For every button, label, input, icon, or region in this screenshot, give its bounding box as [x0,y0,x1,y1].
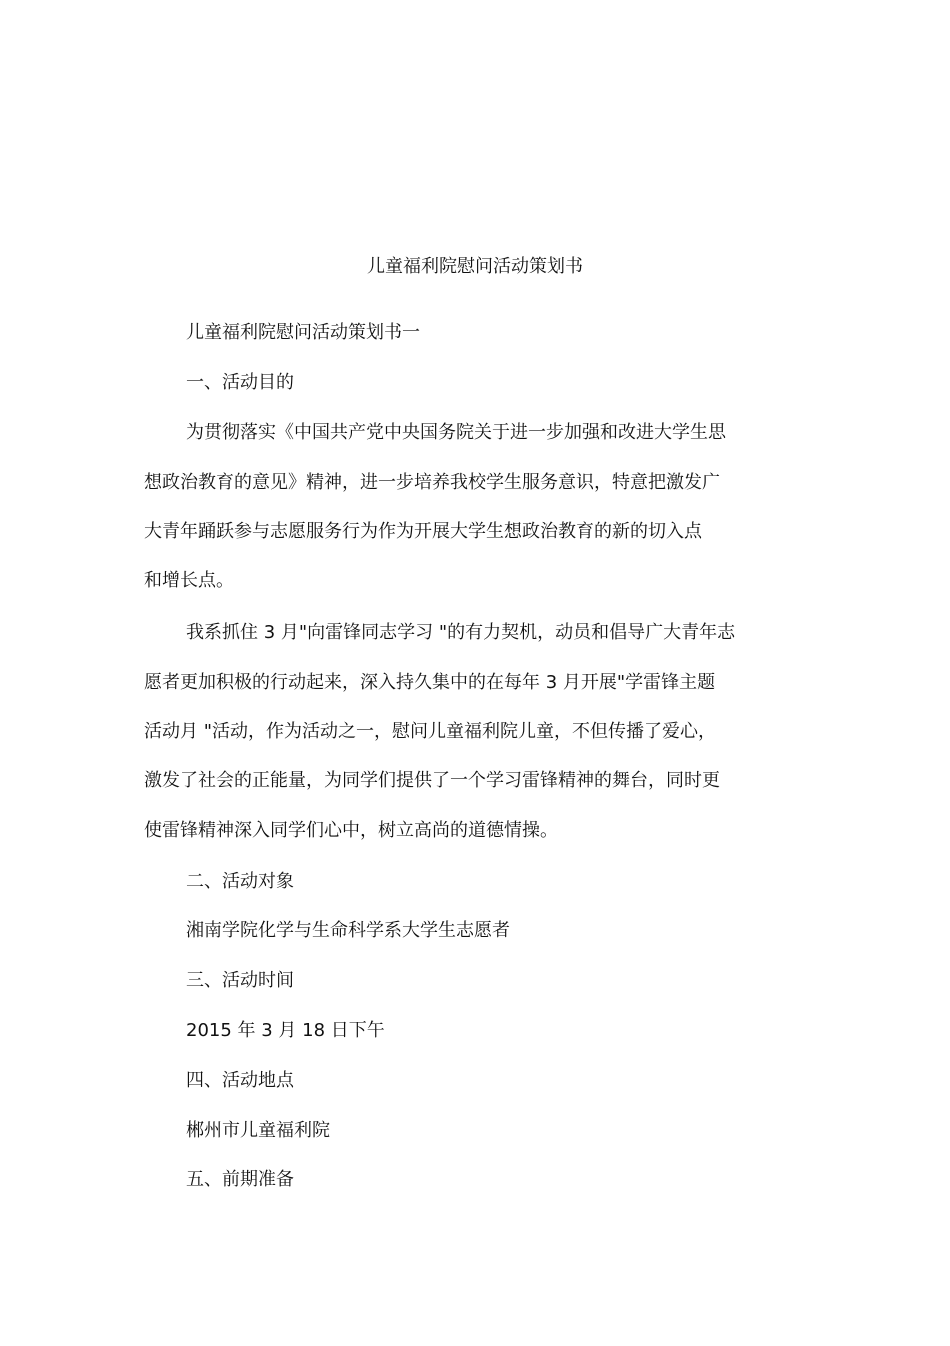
paragraph-line: 激发了社会的正能量，为同学们提供了一个学习雷锋精神的舞台，同时更 [144,770,720,791]
document-title: 儿童福利院慰问活动策划书 [367,256,583,277]
paragraph-line: 想政治教育的意见》精神，进一步培养我校学生服务意识，特意把激发广 [144,472,720,493]
paragraph-line: 愿者更加积极的行动起来，深入持久集中的在每年 3 月开展"学雷锋主题 [144,672,716,693]
section-heading-target: 二、活动对象 [186,871,294,892]
section-text-location: 郴州市儿童福利院 [186,1120,330,1141]
section-heading-time: 三、活动时间 [186,970,294,991]
document-subtitle: 儿童福利院慰问活动策划书一 [186,322,420,343]
paragraph-line: 为贯彻落实《中国共产党中央国务院关于进一步加强和改进大学生思 [186,422,726,443]
paragraph-line: 使雷锋精神深入同学们心中，树立高尚的道德情操。 [144,820,558,841]
section-text-time: 2015 年 3 月 18 日下午 [186,1020,385,1041]
paragraph-line: 大青年踊跃参与志愿服务行为作为开展大学生想政治教育的新的切入点 [144,521,702,542]
section-text-target: 湘南学院化学与生命科学系大学生志愿者 [186,920,510,941]
section-heading-purpose: 一、活动目的 [186,372,294,393]
paragraph-line: 活动月 "活动，作为活动之一，慰问儿童福利院儿童，不但传播了爱心， [144,721,716,742]
section-heading-location: 四、活动地点 [186,1070,294,1091]
paragraph-line: 我系抓住 3 月"向雷锋同志学习 "的有力契机，动员和倡导广大青年志 [186,622,736,643]
paragraph-line: 和增长点。 [144,570,234,591]
section-heading-preparation: 五、前期准备 [186,1169,294,1190]
